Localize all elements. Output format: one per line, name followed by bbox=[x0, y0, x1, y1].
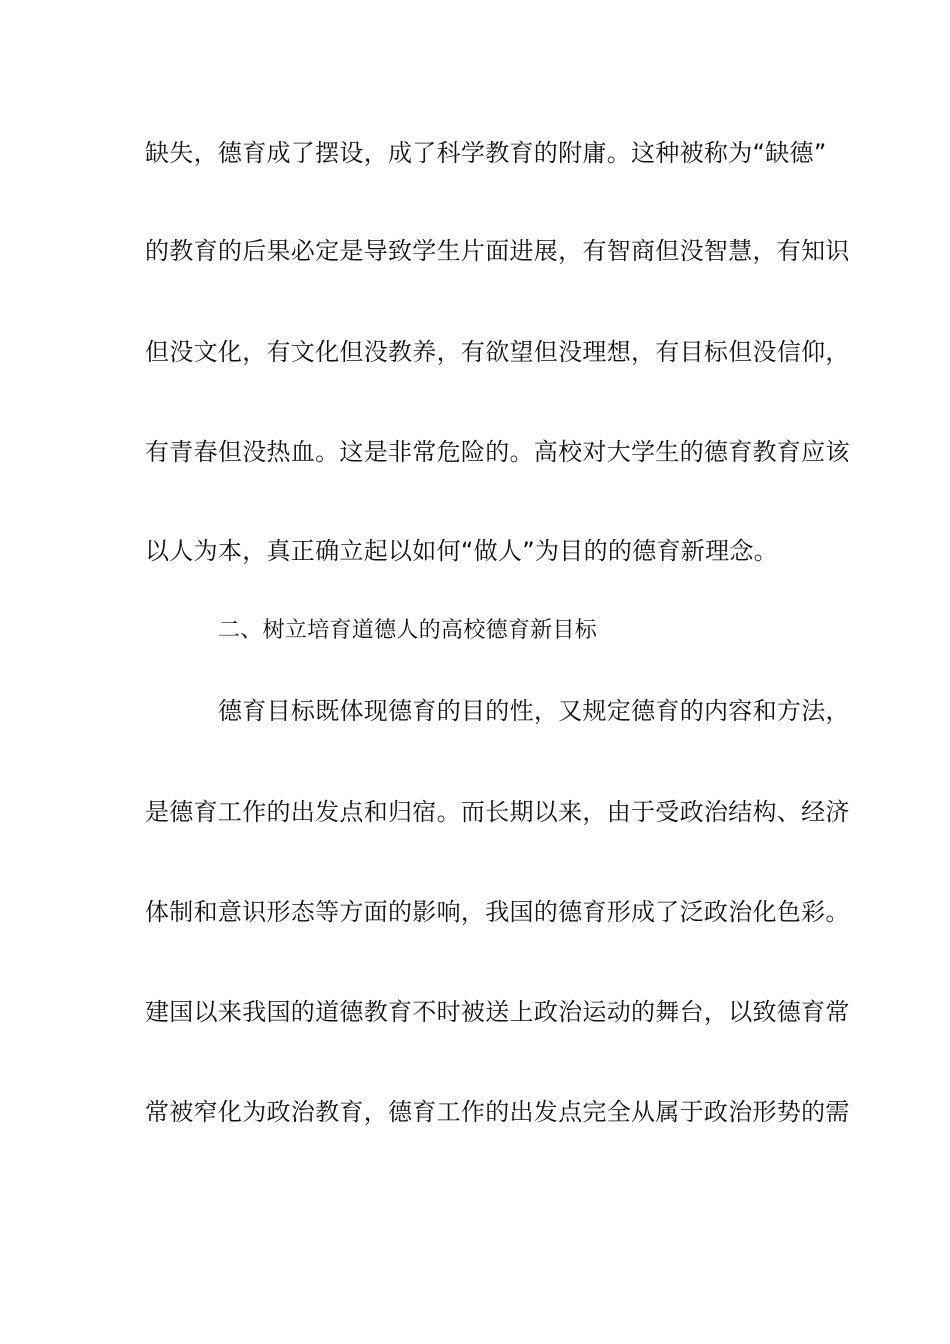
body-text-line: 的教育的后果必定是导致学生片面进展，有智商但没智慧，有知识 bbox=[145, 237, 850, 265]
body-text-line: 常被窄化为政治教育，德育工作的出发点完全从属于政治形势的需 bbox=[145, 1098, 850, 1126]
body-text-line: 是德育工作的出发点和归宿。而长期以来，由于受政治结构、经济 bbox=[145, 798, 850, 826]
body-text-line: 体制和意识形态等方面的影响，我国的德育形成了泛政治化色彩。 bbox=[145, 898, 850, 926]
section-heading: 二、树立培育道德人的高校德育新目标 bbox=[218, 618, 598, 643]
body-text-line: 但没文化，有文化但没教养，有欲望但没理想，有目标但没信仰， bbox=[145, 338, 850, 366]
body-text-line: 以人为本，真正确立起以如何“做人”为目的的德育新理念。 bbox=[145, 537, 778, 565]
body-text-line: 德育目标既体现德育的目的性，又规定德育的内容和方法， bbox=[218, 697, 850, 725]
body-text-line: 缺失，德育成了摆设，成了科学教育的附庸。这种被称为“缺德” bbox=[145, 139, 827, 167]
body-text-line: 有青春但没热血。这是非常危险的。高校对大学生的德育教育应该 bbox=[145, 438, 850, 466]
body-text-line: 建国以来我国的道德教育不时被送上政治运动的舞台，以致德育常 bbox=[145, 998, 850, 1026]
